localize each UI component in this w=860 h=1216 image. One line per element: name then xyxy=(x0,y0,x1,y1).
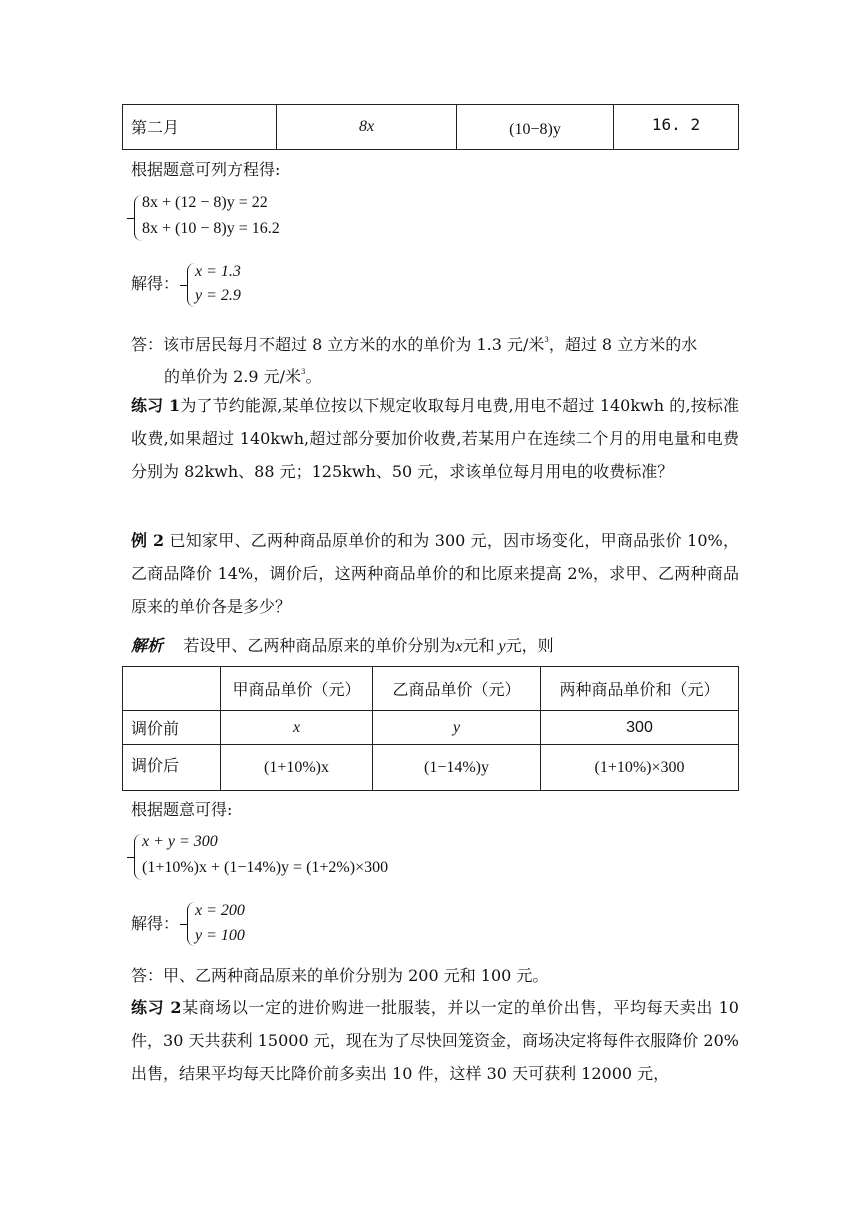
answer-part: ，超过 8 立方米的水 xyxy=(548,335,698,354)
equation-line: 8x + (10 − 8)y = 16.2 xyxy=(142,220,280,237)
practice-label: 练习 2 xyxy=(131,998,182,1017)
practice-text: 为了节约能源,某单位按以下规定收取每月电费,用电不超过 140kwh 的,按标准收费,如果超过 140kwh,超过部分要加价收费,若某用户在连续二个月的用电量和电费分别为 82kwh、88 元；125kwh、50 元，求该单位每月用电的收费标准？ xyxy=(131,396,739,481)
example-text: 已知家甲、乙两种商品原单价的和为 300 元，因市场变化，甲商品张价 10%，乙商品降价 14%，调价后，这两种商品单价的和比原来提高 2%，求甲、乙两种商品原来的单价各是多少？ xyxy=(131,531,739,616)
solve-label: 解得： xyxy=(131,274,180,293)
brace-symbol xyxy=(134,195,142,241)
var-y: y xyxy=(498,638,506,655)
table-row xyxy=(123,745,739,791)
analysis-text: 元和 xyxy=(462,636,495,655)
equation-line: (1+10%)x + (1−14%)y = (1+2%)×300 xyxy=(142,859,389,876)
solve-label: 解得： xyxy=(131,914,180,933)
table-cell: y xyxy=(373,711,541,745)
practice-1-paragraph xyxy=(131,389,739,521)
equation-line: x + y = 300 xyxy=(142,833,218,850)
table-cell: 8x xyxy=(277,105,457,150)
brace-symbol xyxy=(187,263,195,307)
answer-text: 答：甲、乙两种商品原来的单价分别为 200 元和 100 元。 xyxy=(131,966,549,985)
analysis-line xyxy=(131,636,554,657)
analysis-text: 元，则 xyxy=(505,636,554,655)
analysis-label: 解析 xyxy=(131,636,164,655)
table-cell: x xyxy=(221,711,373,745)
intro-text: 根据题意可列方程得: xyxy=(131,160,281,179)
table-header-cell: 两种商品单价和（元） xyxy=(541,667,739,711)
price-comparison-table xyxy=(122,666,739,791)
example-2-paragraph xyxy=(131,524,739,624)
answer-part: 的单价为 2.9 元/米 xyxy=(164,367,302,386)
var-x: x xyxy=(455,638,463,655)
equation-line: 8x + (12 − 8)y = 22 xyxy=(142,194,268,211)
practice-label: 练习 1 xyxy=(131,396,181,415)
example-label: 例 2 xyxy=(131,531,165,550)
answer-text xyxy=(164,362,322,387)
answer-text xyxy=(131,330,697,355)
brace-symbol xyxy=(187,902,195,946)
table-row xyxy=(123,105,739,150)
table-header-cell: 乙商品单价（元） xyxy=(373,667,541,711)
solution-line: x = 200 xyxy=(195,902,245,919)
table-cell: (1+10%)×300 xyxy=(541,745,739,791)
analysis-text: 若设甲、乙两种商品原来的单价分别为 xyxy=(183,636,456,655)
solution-line: y = 2.9 xyxy=(195,287,241,304)
answer-part: 。 xyxy=(305,367,322,386)
solution-line: x = 1.3 xyxy=(195,263,241,280)
table-cell: (1−14%)y xyxy=(373,745,541,791)
table-cell: 调价前 xyxy=(123,711,221,745)
table-row xyxy=(123,711,739,745)
superscript: 3 xyxy=(301,368,306,376)
table-cell: 300 xyxy=(541,711,739,745)
brace-symbol xyxy=(134,834,142,880)
answer-part: 答：该市居民每月不超过 8 立方米的水的单价为 1.3 元/米 xyxy=(131,335,545,354)
table-header-row xyxy=(123,667,739,711)
practice-2-paragraph xyxy=(131,991,739,1091)
table-cell: (1+10%)x xyxy=(221,745,373,791)
table-header-cell: 甲商品单价（元） xyxy=(221,667,373,711)
table-cell: 调价后 xyxy=(123,745,221,791)
table-cell: 第二月 xyxy=(123,105,277,150)
water-price-table xyxy=(122,104,739,150)
superscript: 3 xyxy=(544,336,549,344)
solution-line: y = 100 xyxy=(195,927,245,944)
table-cell xyxy=(123,667,221,711)
table-cell: 16. 2 xyxy=(614,105,739,150)
practice-text: 某商场以一定的进价购进一批服装，并以一定的单价出售，平均每天卖出 10 件，30 天共获利 15000 元，现在为了尽快回笼资金，商场决定将每件衣服降价 20%出售，结果平均每天比降价前多卖出 10 件，这样 30 天可获利 12000 元， xyxy=(131,998,739,1083)
table-cell: (10−8)y xyxy=(457,105,614,150)
intro-text: 根据题意可得: xyxy=(131,800,233,819)
